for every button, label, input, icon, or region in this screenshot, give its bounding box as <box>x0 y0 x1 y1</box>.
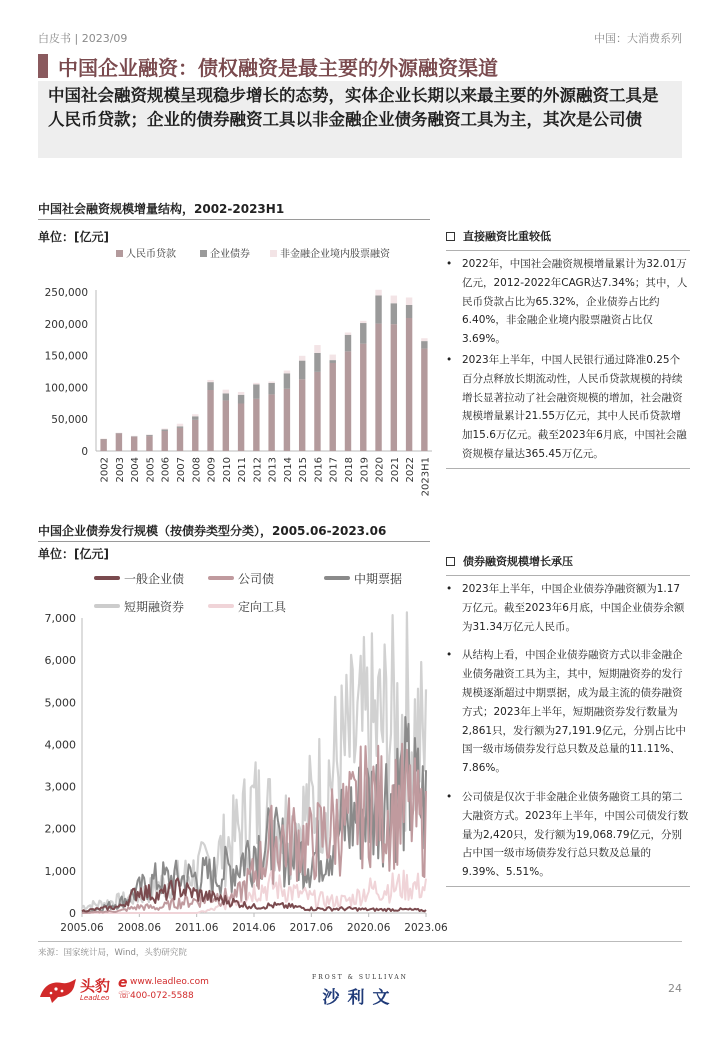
bar-segment <box>345 335 351 352</box>
x-tick-label: 2003 <box>114 457 126 483</box>
sidebar1-rule <box>446 250 690 251</box>
bar-segment <box>207 382 213 390</box>
chart2-unit: 单位：[亿元] <box>38 547 109 561</box>
bar-segment <box>284 389 290 451</box>
bar-segment <box>314 353 320 372</box>
sidebar1-heading-text: 直接融资比重较低 <box>463 230 551 243</box>
x-tick-label: 2018 <box>344 457 355 483</box>
legend-label: 公司债 <box>238 572 275 586</box>
footer-rule <box>38 941 682 942</box>
chart1-title: 中国社会融资规模增量结构，2002-2023H1 <box>38 202 285 216</box>
bar-segment <box>391 324 397 451</box>
bar-segment <box>131 436 137 437</box>
legend-swatch <box>270 250 277 257</box>
bar-segment <box>406 318 412 451</box>
bar-segment <box>360 323 366 344</box>
x-tick-label: 2014 <box>282 457 294 483</box>
bar-segment <box>314 345 320 353</box>
y-tick-label: 1,000 <box>44 864 76 878</box>
x-tick-label: 2013 <box>267 457 279 483</box>
bar-segment <box>162 429 168 430</box>
bar-segment <box>345 333 351 335</box>
bullet-dot-icon: • <box>446 790 453 803</box>
bar-segment <box>116 433 122 434</box>
x-tick-label: 2004 <box>130 457 142 483</box>
x-tick-label: 2014.06 <box>232 922 276 934</box>
checkbox-icon <box>446 557 455 566</box>
x-tick-label: 2017 <box>328 457 340 483</box>
sidebar2-rule <box>446 575 690 576</box>
x-tick-label: 2005.06 <box>60 922 104 934</box>
bar-segment <box>238 403 244 451</box>
x-tick-label: 2009 <box>206 457 218 483</box>
bullet-dot-icon: • <box>446 353 453 366</box>
bullet-dot-icon: • <box>446 583 453 595</box>
x-tick-label: 2020.06 <box>346 922 391 934</box>
legend-swatch <box>200 250 207 257</box>
bar-segment <box>299 361 305 380</box>
bar-segment <box>284 371 290 374</box>
bar-segment <box>421 338 427 341</box>
x-tick-label: 2016 <box>313 457 325 483</box>
page-title: 中国企业融资：债权融资是最主要的外源融资渠道 <box>58 56 498 80</box>
bar-segment <box>116 433 122 451</box>
sidebar2-bottom-rule <box>446 886 690 887</box>
bar-segment <box>162 431 168 451</box>
bar-segment <box>284 373 290 388</box>
sidebar1-heading <box>446 228 690 244</box>
legend-label: 企业债券 <box>210 249 250 260</box>
bar-segment <box>162 430 168 431</box>
bar-segment <box>330 360 336 363</box>
sidebar2-bullet-text: 2023年上半年，中国企业债券净融资额为1.17万亿元。截至2023年6月底，中国企业债券余额为31.34万亿元人民币。 <box>462 583 685 633</box>
frost-sullivan-logo <box>300 974 420 1008</box>
x-tick-label: 2022 <box>405 457 417 483</box>
title-accent-bar <box>38 54 48 78</box>
partner-name-cn: 沙利文 <box>322 988 398 1008</box>
x-tick-label: 2008.06 <box>117 922 162 934</box>
sidebar2-heading-text: 债券融资规模增长承压 <box>463 555 573 568</box>
bar-segment <box>192 420 198 451</box>
bar-segment <box>207 390 213 451</box>
title-row <box>38 52 682 80</box>
y-tick-label: 3,000 <box>44 780 76 794</box>
source-note: 来源：国家统计局，Wind，头豹研究院 <box>38 948 187 958</box>
y-tick-label: 50,000 <box>51 414 88 427</box>
legend-label: 一般企业债 <box>124 572 185 586</box>
partner-name-en: FROST & SULLIVAN <box>312 974 408 981</box>
bar-segment <box>238 392 244 395</box>
bar-segment <box>192 414 198 416</box>
x-tick-label: 2019 <box>359 457 371 483</box>
sidebar2-heading <box>446 553 690 569</box>
bar-segment <box>131 436 137 437</box>
y-tick-label: 100,000 <box>44 382 88 395</box>
x-tick-label: 2006 <box>160 457 172 483</box>
x-tick-label: 2011.06 <box>174 922 219 934</box>
bar-segment <box>268 381 274 382</box>
bar-segment <box>253 384 259 398</box>
bar-segment <box>177 426 183 427</box>
bar-segment <box>238 395 244 404</box>
bar-segment <box>330 355 336 361</box>
legend-label: 短期融资券 <box>124 600 185 614</box>
phone-number: 400-072-5588 <box>130 991 194 1001</box>
bar-segment <box>375 290 381 296</box>
bar-segment <box>360 344 366 451</box>
chart2-title: 中国企业债券发行规模（按债券类型分类），2005.06-2023.06 <box>38 524 387 538</box>
bar-segment <box>100 439 106 440</box>
bar-segment <box>223 390 229 394</box>
x-tick-label: 2007 <box>176 457 187 483</box>
x-tick-label: 2008 <box>191 457 203 483</box>
x-tick-label: 2023H1 <box>420 457 432 497</box>
website[interactable]: www.leadleo.com <box>130 977 209 987</box>
bar-segment <box>391 296 397 304</box>
sidebar1-bullet-text: 2023年上半年，中国人民银行通过降准0.25个百分点释放长期流动性，人民币贷款规模的持续增长显著拉动了社会融资规模的增加，社会融资规模增量累计21.55万亿元，其中人民币贷款增加15.6万亿元。截至2023年6月底，中国社会融资规模存量达365.45万亿元。 <box>462 353 687 460</box>
sidebar1-bullet <box>446 255 690 349</box>
bar-segment <box>406 305 412 318</box>
x-tick-label: 2021 <box>389 457 401 483</box>
y-tick-label: 200,000 <box>44 318 88 331</box>
sidebar2-bullet <box>446 788 690 882</box>
bar-segment <box>100 439 106 451</box>
top-header <box>38 30 682 46</box>
x-tick-label: 2011 <box>237 457 249 483</box>
bar-segment <box>192 416 198 419</box>
chart1-title-rule <box>38 219 430 220</box>
bar-segment <box>253 399 259 451</box>
y-tick-label: 0 <box>81 446 88 458</box>
leopard-logo-icon <box>38 975 78 1005</box>
bar-segment <box>268 383 274 395</box>
bar-segment <box>268 394 274 451</box>
chart2-line-chart <box>30 562 448 940</box>
bar-segment <box>253 383 259 385</box>
bar-segment <box>299 379 305 451</box>
x-tick-label: 2015 <box>298 457 310 483</box>
bar-segment <box>421 341 427 349</box>
bar-segment <box>360 321 366 323</box>
bar-segment <box>375 295 381 323</box>
bar-segment <box>207 380 213 382</box>
bar-segment <box>223 393 229 400</box>
bar-segment <box>391 303 397 324</box>
x-tick-label: 2010 <box>221 457 233 483</box>
subtitle-box <box>38 81 682 158</box>
bullet-dot-icon: • <box>446 649 453 662</box>
x-tick-label: 2023.06 <box>404 922 448 934</box>
brand-name: 头豹 <box>80 977 111 995</box>
checkbox-icon <box>446 232 455 241</box>
sidebar2-bullet-text: 从结构上看，中国企业债券融资方式以非金融企业债务融资工具为主，其中，短期融资券的发行规模逐渐超过中期票据，成为最主流的债券融资方式；2023年上半年，短期融资券发行数量为2,861只，发行额为27,191.9亿元，分别占比中国一级市场债券发行总只数及总量的11.11%、7.86%。 <box>462 649 686 775</box>
y-tick-label: 250,000 <box>44 287 88 299</box>
legend-label: 非金融企业境内股票融资 <box>280 249 390 260</box>
phone-icon: ☏ <box>118 990 131 1001</box>
chart2-title-rule <box>38 541 430 542</box>
page-subtitle: 中国社会融资规模呈现稳步增长的态势，实体企业长期以来最主要的外源融资工具是人民币贷款；企业的债券融资工具以非金融企业债务融资工具为主，其次是公司债 <box>48 86 659 129</box>
bar-segment <box>223 400 229 451</box>
report-series: 中国：大消费系列 <box>594 32 682 45</box>
bar-segment <box>345 351 351 451</box>
x-tick-label: 2017.06 <box>289 922 334 934</box>
chart1-unit: 单位：[亿元] <box>38 230 109 244</box>
x-tick-label: 2012 <box>252 457 264 483</box>
bar-segment <box>131 437 137 451</box>
y-tick-label: 6,000 <box>44 654 76 668</box>
x-tick-label: 2020 <box>374 457 386 483</box>
page-number: 24 <box>668 982 682 995</box>
sidebar2-bullet-text: 公司债是仅次于非金融企业债务融资工具的第二大融资方式。2023年上半年，中国公司债发行数量为2,420只，发行额为19,068.79亿元，分别占中国一级市场债券发行总只数及总量的9.39%、5.51%。 <box>462 790 689 879</box>
bar-segment <box>177 428 183 451</box>
legend-label: 中期票据 <box>354 572 403 586</box>
sidebar1-bullet <box>446 351 690 464</box>
sidebar2-bullet <box>446 580 690 636</box>
bar-segment <box>314 372 320 451</box>
y-tick-label: 7,000 <box>44 612 76 625</box>
bar-segment <box>299 356 305 361</box>
leadleo-logo[interactable] <box>38 975 248 1005</box>
y-tick-label: 4,000 <box>44 738 76 752</box>
legend-label: 人民币贷款 <box>126 249 176 260</box>
bar-segment <box>406 297 412 305</box>
x-tick-label: 2005 <box>145 457 157 483</box>
sidebar1-bottom-rule <box>446 468 690 469</box>
sidebar1 <box>446 228 690 469</box>
bullet-dot-icon: • <box>446 258 453 270</box>
bar-segment <box>146 436 152 451</box>
report-type-date: 白皮书 | 2023/09 <box>38 32 128 45</box>
chart1-bar-chart <box>30 240 440 500</box>
y-tick-label: 5,000 <box>44 696 76 710</box>
bar-segment <box>177 424 183 427</box>
bar-segment <box>146 435 152 436</box>
sidebar2 <box>446 553 690 887</box>
bar-segment <box>375 324 381 451</box>
web-icon: e <box>118 975 128 991</box>
y-tick-label: 0 <box>69 907 76 920</box>
sidebar2-bullet <box>446 646 690 778</box>
legend-label: 定向工具 <box>238 600 287 614</box>
x-tick-label: 2002 <box>99 457 111 483</box>
sidebar1-bullet-text: 2022年，中国社会融资规模增量累计为32.01万亿元，2012-2022年CAGR达7.34%；其中，人民币贷款占比为65.32%，企业债券占比约6.40%，非金融企业境内股票融资占比仅3.69%。 <box>462 258 688 346</box>
bar-segment <box>330 363 336 451</box>
bar-segment <box>421 349 427 451</box>
brand-name-en: LeadLeo <box>80 994 110 1002</box>
y-tick-label: 2,000 <box>44 822 76 836</box>
y-tick-label: 150,000 <box>44 350 88 363</box>
legend-swatch <box>116 250 123 257</box>
